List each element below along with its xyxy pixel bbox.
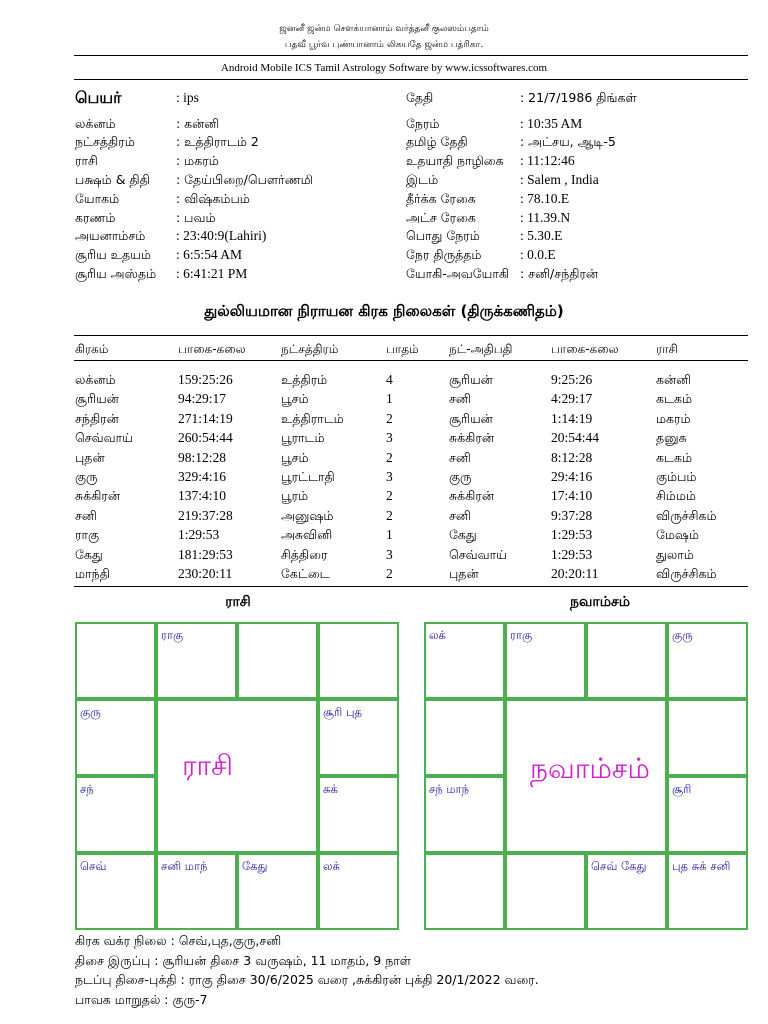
- detail-value: : தேய்பிறை/பௌர்ணமி: [176, 172, 313, 187]
- table-cell: 230:20:11: [178, 566, 233, 581]
- column-header: நட்-அதிபதி: [449, 342, 513, 356]
- detail-label: நட்சத்திரம்: [75, 134, 135, 149]
- table-cell: சனி: [449, 391, 471, 407]
- table-cell: பூராடம்: [281, 430, 325, 446]
- detail-label: இடம்: [406, 172, 439, 187]
- chart-house: [424, 853, 505, 930]
- detail-value: : Salem , India: [520, 172, 599, 187]
- table-cell: சனி: [449, 449, 471, 465]
- table-cell: செவ்வாய்: [449, 546, 507, 562]
- table-cell: மேஷம்: [656, 527, 699, 543]
- table-cell: 219:37:28: [178, 507, 233, 523]
- header-rule-top: [74, 55, 748, 56]
- table-cell: கன்னி: [656, 372, 692, 387]
- table-cell: அசுவினி: [281, 527, 333, 543]
- detail-value: : உத்திராடம் 2: [176, 134, 259, 149]
- table-cell: 2: [386, 410, 393, 426]
- detail-label: நேரம்: [406, 116, 440, 131]
- software-credit: Android Mobile ICS Tamil Astrology Software by www.icssoftwares.com: [220, 62, 548, 74]
- detail-label: அட்ச ரேகை: [406, 210, 476, 225]
- table-cell: 94:29:17: [178, 391, 227, 407]
- table-cell: அனுஷம்: [281, 507, 334, 523]
- detail-label: தேதி: [406, 90, 434, 105]
- table-rule-top: [74, 335, 748, 336]
- table-cell: 1:29:53: [551, 527, 593, 543]
- invocation-line-2: பதவீ பூர்வ புண்யானாம் லிகயதே ஜன்ம பத்ரிகா.: [284, 40, 484, 50]
- detail-value: : 21/7/1986 திங்கள்: [520, 90, 637, 105]
- table-cell: 1:29:53: [551, 546, 593, 562]
- table-cell: 329:4:16: [178, 469, 227, 484]
- table-cell: சந்திரன்: [75, 410, 119, 426]
- table-cell: 1: [386, 527, 393, 543]
- chart-house: [75, 622, 156, 699]
- table-cell: பூசம்: [281, 391, 309, 407]
- house-planets: சந் மாந்: [429, 782, 470, 796]
- detail-label: சூரிய அஸ்தம்: [75, 266, 157, 281]
- table-cell: 137:4:10: [178, 488, 227, 504]
- house-planets: சந்: [80, 782, 94, 796]
- column-header: நட்சத்திரம்: [281, 342, 339, 356]
- detail-value: : விஷ்கம்பம்: [176, 191, 250, 206]
- table-cell: கடகம்: [656, 449, 692, 465]
- table-cell: 3: [386, 469, 393, 484]
- table-cell: துலாம்: [656, 546, 694, 562]
- table-cell: பூரட்டாதி: [281, 469, 335, 484]
- chart-house: [586, 622, 667, 699]
- detail-value: : 0.0.E: [520, 247, 556, 262]
- header-rule-bottom: [74, 79, 748, 80]
- table-cell: 2: [386, 566, 393, 581]
- table-cell: விருச்சிகம்: [656, 507, 717, 523]
- detail-value: : 5.30.E: [520, 228, 563, 243]
- house-planets: புத சுக் சனி: [672, 859, 731, 873]
- table-cell: மாந்தி: [75, 566, 110, 581]
- house-planets: சூரி புத: [323, 705, 362, 719]
- table-cell: சூரியன்: [449, 410, 493, 426]
- invocation-line-1: ஜனனீ ஜன்ம சௌக்யானாம் வர்த்தனீ குலஸம்பதாம்: [279, 24, 489, 34]
- detail-value: : 23:40:9(Lahiri): [176, 228, 267, 243]
- table-cell: 4: [386, 372, 393, 387]
- table-cell: விருச்சிகம்: [656, 566, 717, 581]
- detail-label: தீர்க்க ரேகை: [406, 191, 476, 206]
- footer-line: நடப்பு திசை-புக்தி : ராகு திசை 30/6/2025 வரை ,சுக்கிரன் புக்தி 20/1/2022 வரை.: [75, 972, 539, 987]
- detail-label: பக்ஷம் & திதி: [75, 172, 150, 187]
- house-planets: ராகு: [161, 628, 184, 642]
- column-header: கிரகம்: [75, 342, 109, 356]
- table-cell: கடகம்: [656, 391, 692, 407]
- table-cell: செவ்வாய்: [75, 430, 133, 446]
- column-header: பாகை-கலை: [178, 342, 246, 356]
- table-cell: கேட்டை: [281, 566, 330, 581]
- house-planets: சுக்: [323, 782, 338, 796]
- table-cell: 29:4:16: [551, 469, 593, 484]
- table-cell: பூசம்: [281, 449, 309, 465]
- footer-line: திசை இருப்பு : சூரியன் திசை 3 வருஷம், 11 மாதம், 9 நாள்: [75, 953, 412, 968]
- chart-center-label: ராசி: [182, 749, 234, 782]
- detail-label: நேர திருத்தம்: [406, 247, 482, 262]
- table-cell: 98:12:28: [178, 449, 227, 465]
- detail-value: : 78.10.E: [520, 191, 570, 206]
- column-header: ராசி: [656, 342, 678, 356]
- table-cell: 8:12:28: [551, 449, 593, 465]
- detail-value: : 6:41:21 PM: [176, 266, 248, 281]
- table-cell: 3: [386, 430, 393, 446]
- detail-value: : அட்சய, ஆடி-5: [520, 134, 616, 149]
- column-header: பாதம்: [386, 342, 419, 356]
- table-cell: சூரியன்: [449, 372, 493, 387]
- table-cell: 17:4:10: [551, 488, 593, 504]
- table-cell: சுக்கிரன்: [449, 430, 494, 446]
- detail-value: : பவம்: [176, 210, 216, 225]
- table-cell: மகரம்: [656, 410, 691, 426]
- table-cell: சிம்மம்: [656, 488, 696, 504]
- detail-label: பொது நேரம்: [406, 228, 480, 243]
- table-cell: சித்திரை: [281, 546, 328, 562]
- table-cell: 1: [386, 391, 393, 407]
- detail-label: லக்னம்: [75, 116, 116, 131]
- table-cell: புதன்: [449, 566, 479, 581]
- table-cell: 9:25:26: [551, 372, 593, 387]
- detail-label: சூரிய உதயம்: [75, 247, 151, 262]
- house-planets: சூரி: [672, 782, 692, 796]
- detail-label: அயனாம்சம்: [75, 228, 146, 243]
- detail-label: தமிழ் தேதி: [406, 134, 468, 149]
- chart-house: [237, 622, 318, 699]
- table-cell: சனி: [75, 507, 97, 523]
- house-planets: லக்: [323, 859, 340, 873]
- detail-value: : மகரம்: [176, 153, 219, 168]
- footer-line: பாவக மாறுதல் : குரு-7: [75, 992, 208, 1007]
- table-cell: கேது: [449, 527, 477, 543]
- table-rule-header: [74, 360, 748, 361]
- table-cell: 260:54:44: [178, 430, 233, 446]
- detail-label: ராசி: [75, 153, 98, 168]
- table-cell: லக்னம்: [75, 372, 116, 387]
- house-planets: குரு: [80, 705, 101, 719]
- detail-value: : சனி/சந்திரன்: [520, 266, 599, 281]
- table-cell: சுக்கிரன்: [449, 488, 494, 504]
- table-cell: 1:14:19: [551, 410, 593, 426]
- table-cell: குரு: [449, 469, 472, 484]
- table-cell: 2: [386, 488, 393, 504]
- house-planets: குரு: [672, 628, 693, 642]
- table-rule-bottom: [74, 586, 748, 587]
- table-cell: 20:20:11: [551, 566, 599, 581]
- table-cell: 9:37:28: [551, 507, 593, 523]
- table-cell: 2: [386, 449, 393, 465]
- planet-table-title: துல்லியமான நிராயன கிரக நிலைகள் (திருக்கணிதம்): [204, 302, 564, 320]
- detail-value: : ips: [176, 90, 199, 105]
- detail-value: : 11:12:46: [520, 153, 575, 168]
- table-cell: 159:25:26: [178, 372, 233, 387]
- house-planets: செவ்: [80, 859, 107, 873]
- table-cell: சனி: [449, 507, 471, 523]
- house-planets: ராகு: [510, 628, 533, 642]
- table-cell: 3: [386, 546, 393, 562]
- table-cell: 4:29:17: [551, 391, 593, 407]
- table-cell: 20:54:44: [551, 430, 600, 446]
- house-planets: கேது: [242, 859, 268, 873]
- detail-label: யோகம்: [75, 191, 120, 206]
- chart-house: [667, 699, 748, 776]
- house-planets: லக்: [429, 628, 446, 642]
- table-cell: உத்திராடம்: [281, 410, 344, 426]
- table-cell: ராகு: [75, 527, 100, 543]
- table-cell: குரு: [75, 469, 98, 484]
- table-cell: 181:29:53: [178, 546, 233, 562]
- detail-label: யோகி-அவயோகி: [406, 266, 510, 281]
- table-cell: உத்திரம்: [281, 372, 328, 387]
- chart-house: [424, 699, 505, 776]
- detail-value: : 6:5:54 AM: [176, 247, 243, 262]
- detail-label: பெயர்: [75, 88, 122, 107]
- detail-label: கரணம்: [75, 210, 116, 225]
- detail-value: : 10:35 AM: [520, 116, 583, 131]
- table-cell: புதன்: [75, 449, 105, 465]
- table-cell: கும்பம்: [656, 469, 697, 484]
- navamsa-chart-title: நவாம்சம்: [570, 594, 630, 610]
- chart-center-box: [156, 699, 318, 853]
- table-cell: 271:14:19: [178, 410, 233, 426]
- chart-house: [318, 622, 399, 699]
- rasi-chart-title: ராசி: [225, 594, 251, 610]
- table-cell: கேது: [75, 546, 103, 562]
- detail-label: உதயாதி நாழிகை: [406, 153, 504, 168]
- detail-value: : 11.39.N: [520, 210, 571, 225]
- footer-line: கிரக வக்ர நிலை : செவ்,புத,குரு,சனி: [75, 933, 282, 948]
- table-cell: 2: [386, 507, 393, 523]
- detail-value: : கன்னி: [176, 116, 220, 131]
- table-cell: தனுசு: [656, 430, 687, 446]
- chart-center-label: நவாம்சம்: [530, 752, 650, 785]
- table-cell: சுக்கிரன்: [75, 488, 120, 504]
- table-cell: சூரியன்: [75, 391, 119, 407]
- table-cell: பூரம்: [281, 488, 309, 504]
- house-planets: சனி மாந்: [161, 859, 208, 873]
- table-cell: 1:29:53: [178, 527, 220, 543]
- column-header: பாகை-கலை: [551, 342, 619, 356]
- house-planets: செவ் கேது: [591, 859, 647, 873]
- chart-house: [505, 853, 586, 930]
